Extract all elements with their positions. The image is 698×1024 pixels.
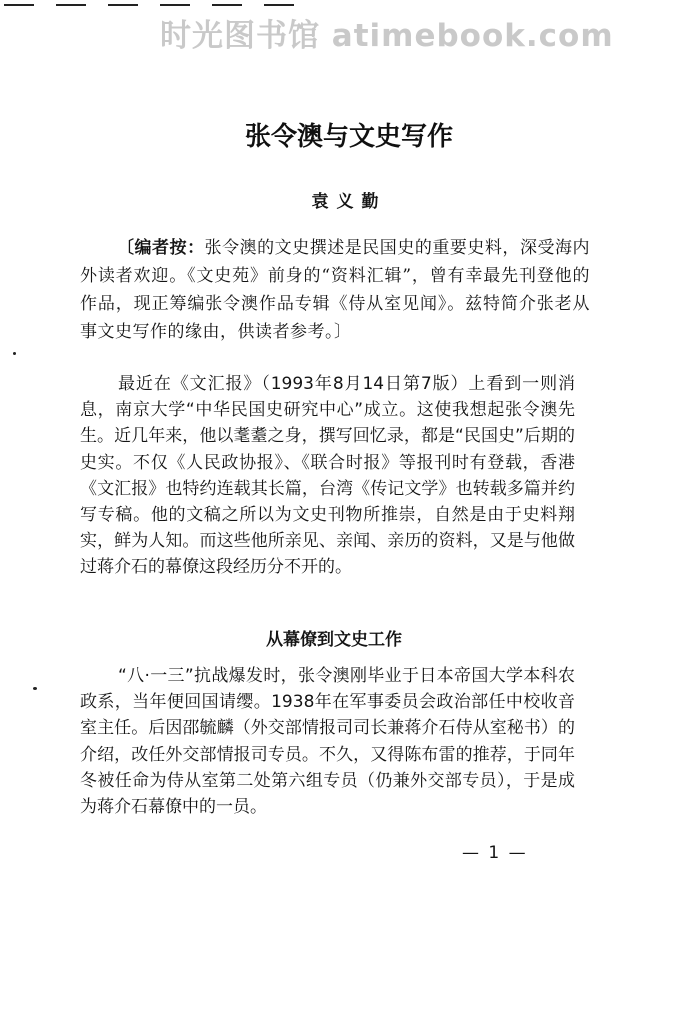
rule-dash xyxy=(212,4,242,6)
rule-dash xyxy=(264,4,294,6)
section-heading: 从幕僚到文史工作 xyxy=(266,630,402,650)
author-name: 袁义勤 xyxy=(311,192,387,212)
body-paragraph: “八·一三”抗战爆发时，张令澳刚毕业于日本帝国大学本科农政系，当年便回国请缨。1938年在军事委员会政治部任中校收音室主任。后因邵毓麟（外交部情报司司长兼蒋介石侍从室秘书）的介绍，改任外交部情报司专员。不久，又得陈布雷的推荐，于同年冬被任命为侍从室第二处第六组专员（仍兼外交部专员），于是成为蒋介石幕僚中的一员。 xyxy=(80,666,575,818)
top-rule-decoration xyxy=(4,0,304,8)
body-paragraph: 最近在《文汇报》（1993年8月14日第7版）上看到一则消息，南京大学“中华民国史研究中心”成立。这使我想起张令澳先生。近几年来，他以耄耋之身，撰写回忆录，都是“民国史”后期的史实。不仅《人民政协报》、《联合时报》等报刊时有登载，香港《文汇报》也特约连载其长篇，台湾《传记文学》也转载多篇并约写专稿。他的文稿之所以为文史刊物所推崇，自然是由于史料翔实，鲜为人知。而这些他所亲见、亲闻、亲历的资料，又是与他做过蒋介石的幕僚这段经历分不开的。 xyxy=(80,374,575,578)
rule-dash xyxy=(4,4,34,6)
rule-dash xyxy=(108,4,138,6)
editor-note-text: 张令澳的文史撰述是民国史的重要史料，深受海内外读者欢迎。《文史苑》前身的“资料汇辑”，曾有幸最先刊登他的作品，现正筹编张令澳作品专辑《侍从室见闻》。兹特简介张老从事文史写作的缘由，供读者参考。〕 xyxy=(80,238,591,342)
editor-note-label: 〔编者按： xyxy=(117,238,205,258)
watermark: 时光图书馆 atimebook.com xyxy=(160,18,614,54)
rule-dash xyxy=(56,4,86,6)
editor-note xyxy=(80,234,590,346)
scan-speck xyxy=(13,352,16,355)
rule-dash xyxy=(160,4,190,6)
scan-speck xyxy=(33,687,37,690)
page-title: 张令澳与文史写作 xyxy=(244,122,453,152)
page-number: — 1 — xyxy=(462,843,528,863)
